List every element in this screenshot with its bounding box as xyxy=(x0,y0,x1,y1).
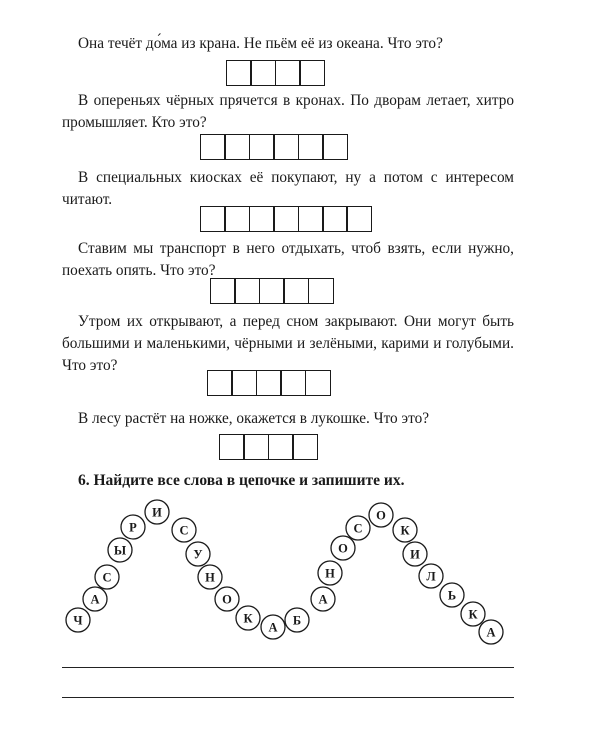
chain-letter-text: У xyxy=(193,547,203,562)
chain-letter-text: Н xyxy=(325,566,335,581)
chain-letter xyxy=(236,606,260,630)
chain-letter-text: О xyxy=(338,541,348,556)
chain-letter-text: С xyxy=(353,521,363,536)
chain-letter-text: И xyxy=(410,547,420,562)
riddle-4-text: Ставим мы транспорт в него отдыхать, чтоб взять, если нужно, поехать опять. Что это? xyxy=(62,240,514,279)
chain-letter-text: А xyxy=(268,620,278,635)
chain-letter xyxy=(461,602,485,626)
chain-letter xyxy=(346,516,370,540)
chain-letter xyxy=(121,515,145,539)
chain-letter xyxy=(186,542,210,566)
chain-letter xyxy=(479,620,503,644)
chain-letter-text: С xyxy=(179,523,189,538)
chain-letter xyxy=(403,542,427,566)
chain-letter-text: А xyxy=(90,592,100,607)
chain-letter xyxy=(393,518,417,542)
chain-letter-text: К xyxy=(468,607,478,622)
chain-letter-text: А xyxy=(486,625,496,640)
chain-letter xyxy=(331,536,355,560)
chain-letter-text: Ь xyxy=(447,588,457,603)
chain-letter-text: О xyxy=(376,508,386,523)
chain-letter-text: Н xyxy=(205,570,215,585)
chain-letter xyxy=(440,583,464,607)
chain-letter xyxy=(198,565,222,589)
chain-letter-text: Б xyxy=(292,613,302,628)
chain-letter-text: С xyxy=(102,570,112,585)
chain-letter-text: Р xyxy=(129,520,137,535)
chain-letter xyxy=(261,615,285,639)
chain-letter xyxy=(285,608,309,632)
chain-letter xyxy=(83,587,107,611)
chain-letter xyxy=(215,587,239,611)
chain-letter xyxy=(145,500,169,524)
chain-letter-text: А xyxy=(318,592,328,607)
chain-letter xyxy=(419,564,443,588)
chain-letter xyxy=(108,538,132,562)
chain-letter-text: К xyxy=(243,611,253,626)
riddle-3-text: В специальных киосках её покупают, ну а потом с интересом читают. xyxy=(62,169,514,208)
chain-letter xyxy=(318,561,342,585)
answer-line-1[interactable] xyxy=(62,667,514,668)
riddle-5-text: Утром их открывают, а перед сном закрывают. Они могут быть большими и маленькими, чёрными и зелёными, карими и голубыми. Что это? xyxy=(62,313,514,374)
chain-letter xyxy=(95,565,119,589)
answer-line-2[interactable] xyxy=(62,697,514,698)
chain-letter xyxy=(172,518,196,542)
chain-letter xyxy=(369,503,393,527)
riddle-2-text: В опереньях чёрных прячется в кронах. По дворам летает, хитро промышляет. Кто это? xyxy=(62,92,514,131)
riddle-1-text: Она течёт до́ма из крана. Не пьём её из океана. Что это? xyxy=(78,35,443,52)
task-6-title: 6. Найдите все слова в цепочке и запишите их. xyxy=(78,472,405,489)
chain-letter xyxy=(311,587,335,611)
chain-letter-text: О xyxy=(222,592,232,607)
chain-letter-text: Ч xyxy=(73,613,83,628)
chain-letter-text: И xyxy=(152,505,162,520)
chain-letter-text: К xyxy=(400,523,410,538)
chain-letter xyxy=(66,608,90,632)
chain-letter-text: Л xyxy=(426,569,436,584)
riddle-6-text: В лесу растёт на ножке, окажется в лукошке. Что это? xyxy=(78,410,430,427)
chain-letter-text: Ы xyxy=(113,543,127,558)
